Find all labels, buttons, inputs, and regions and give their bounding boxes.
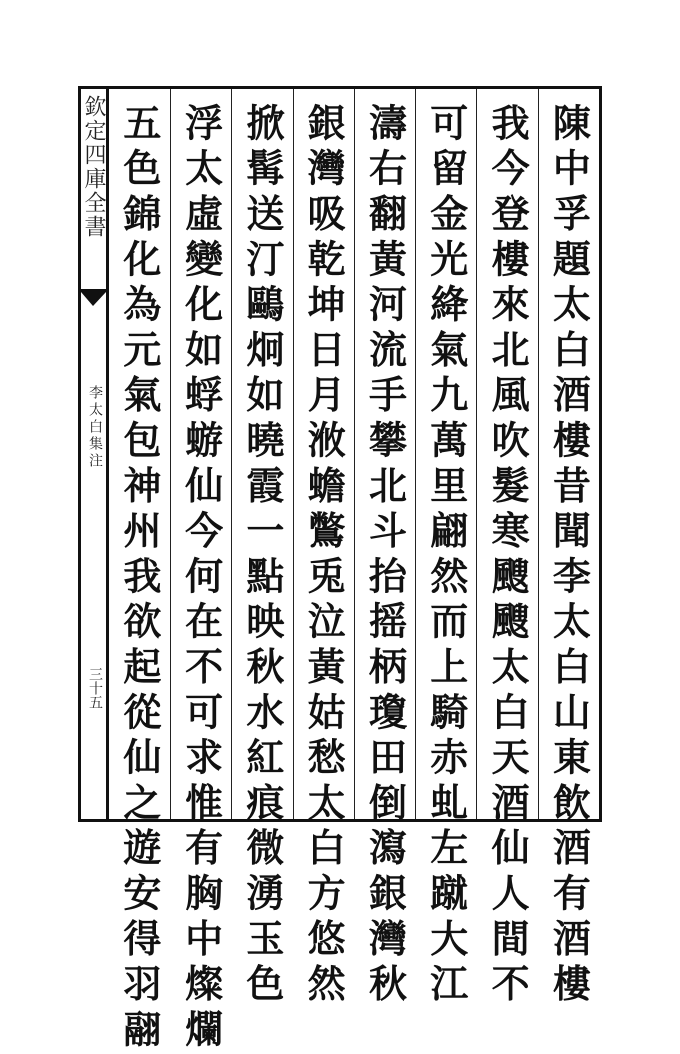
column-text: 浮太虛變化如蜉蝣仙今何在不可求惟有胸中燦爛 xyxy=(178,103,224,1054)
fishtail-mark xyxy=(81,289,106,315)
column-text: 陳中孚題太白酒樓昔聞李太白山東飲酒有酒樓 xyxy=(546,103,592,1009)
page-number: 三十五 xyxy=(87,667,103,709)
column-text: 掀髯送汀鷗炯如曉霞一點映秋水紅痕微湧玉色 xyxy=(239,103,285,1009)
text-column-4 xyxy=(354,89,415,1009)
column-text: 濤右翻黃河流手攀北斗抬摇柄瓊田倒瀉銀灣秋 xyxy=(362,103,408,1009)
column-text: 五色錦化為元氣包神州我欲起從仙之遊安得羽翮 xyxy=(116,103,162,1054)
column-text: 銀灣吸乾坤日月浟蟾鷩兎泣黃姑愁太白方悠然 xyxy=(301,103,347,1009)
margin-strip xyxy=(81,89,109,819)
text-column-2 xyxy=(476,89,537,1009)
text-column-5 xyxy=(293,89,354,1009)
book-name: 李太白集注 xyxy=(87,385,103,470)
text-column-3 xyxy=(415,89,476,1009)
text-column-1 xyxy=(538,89,599,1009)
text-columns xyxy=(112,89,599,1054)
text-column-8 xyxy=(109,89,170,1054)
text-column-6 xyxy=(231,89,292,1009)
column-text: 我今登樓來北風吹髮寒颼颼太白天酒仙人間不 xyxy=(485,103,531,1009)
page-frame xyxy=(78,86,602,1054)
margin-title: 欽定四庫全書 xyxy=(81,95,106,239)
text-column-7 xyxy=(170,89,231,1054)
column-text: 可留金光絳氣九萬里翩然而上騎赤虬左蹴大江 xyxy=(423,103,469,1009)
